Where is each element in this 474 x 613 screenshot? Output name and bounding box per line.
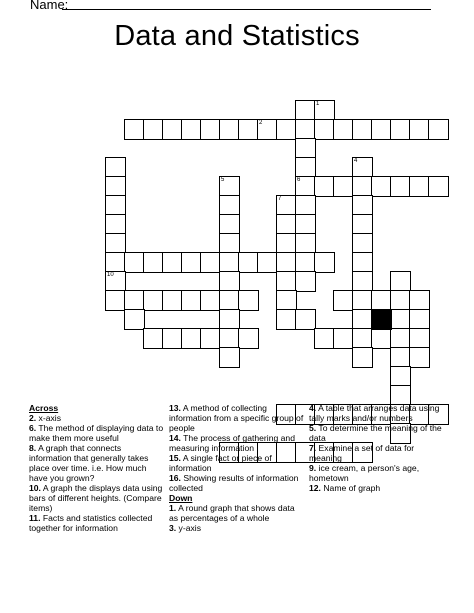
clue-item-text: Name of graph [320,483,381,493]
crossword-cell[interactable] [390,347,411,368]
crossword-cell[interactable] [371,176,392,197]
crossword-cell[interactable] [219,176,240,197]
clue-item-text: A method of collecting information from a specific group of people [169,403,304,433]
crossword-cell[interactable] [314,176,335,197]
crossword-cell[interactable] [352,195,373,216]
crossword-cell[interactable] [219,347,240,368]
crossword-cell[interactable] [371,119,392,140]
crossword-cell[interactable] [428,119,449,140]
clue-item-text: Examine a set of data for meaning [309,443,415,463]
clue-item [29,483,166,513]
crossword-cell[interactable] [409,290,430,311]
crossword-cell[interactable] [105,252,126,273]
crossword-cell[interactable] [105,271,126,292]
clue-item-text: x-axis [36,413,62,423]
crossword-cell[interactable] [105,214,126,235]
clue-item-number: 2. [29,413,37,423]
clue-number: 2 [259,120,263,126]
crossword-cell[interactable] [390,309,411,330]
crossword-cell[interactable] [238,328,259,349]
clue-item-text: ice cream, a person's age, hometown [309,463,420,483]
crossword-cell[interactable] [124,252,145,273]
crossword-cell[interactable] [219,309,240,330]
crossword-cell[interactable] [276,271,297,292]
crossword-cell[interactable] [219,328,240,349]
crossword-cell[interactable] [200,252,221,273]
clue-item [169,433,306,453]
crossword-cell[interactable] [105,176,126,197]
crossword-cell[interactable] [409,328,430,349]
crossword-cell[interactable] [295,252,316,273]
clue-item-number: 10. [29,483,41,493]
crossword-cell[interactable] [352,233,373,254]
crossword-cell[interactable] [276,214,297,235]
crossword-cell[interactable] [181,328,202,349]
crossword-cell[interactable] [219,252,240,273]
crossword-cell[interactable] [162,290,183,311]
crossword-cell[interactable] [371,290,392,311]
crossword-cell[interactable] [238,290,259,311]
clue-item [309,423,449,443]
clue-item-text: Facts and statistics collected together for information [29,513,153,533]
clue-item-number: 9. [309,463,317,473]
crossword-cell[interactable] [105,195,126,216]
crossword-cell[interactable] [143,328,164,349]
crossword-cell[interactable] [124,119,145,140]
clue-number: 10 [107,272,114,278]
crossword-cell[interactable] [409,176,430,197]
clue-item-number: 16. [169,473,181,483]
crossword-cell[interactable] [352,214,373,235]
crossword-cell[interactable] [200,119,221,140]
crossword-cell[interactable] [124,290,145,311]
clue-item-text: The process of gathering and measuring information [169,433,295,453]
crossword-cell[interactable] [200,328,221,349]
crossword-cell[interactable] [352,271,373,292]
clue-item-number: 15. [169,453,181,463]
clue-item [169,523,306,533]
clue-item [169,403,306,433]
crossword-cell[interactable] [352,157,373,178]
crossword-cell[interactable] [295,233,316,254]
crossword-cell[interactable] [276,195,297,216]
crossword-cell[interactable] [219,195,240,216]
crossword-cell[interactable] [143,119,164,140]
clue-number: 5 [221,177,225,183]
crossword-cell[interactable] [333,290,354,311]
clue-item [169,473,306,493]
clue-item [309,443,449,463]
across-heading: Across [29,403,59,413]
clue-item [169,503,306,523]
crossword-cell[interactable] [219,233,240,254]
crossword-cell[interactable] [162,119,183,140]
clue-item-text: y-axis [176,523,202,533]
clue-item-number: 3. [169,523,177,533]
crossword-cell[interactable] [257,119,278,140]
crossword-cell[interactable] [181,252,202,273]
crossword-cell[interactable] [371,328,392,349]
clue-item-number: 11. [29,513,41,523]
crossword-cell[interactable] [409,119,430,140]
clue-item-text: A graph that connects information that generally takes place over time. i.e. How much have you grown? [29,443,149,483]
clue-item-number: 12. [309,483,321,493]
black-cell [371,309,392,330]
clue-item-number: 5. [309,423,317,433]
clues-column-1 [29,403,166,533]
crossword-cell[interactable] [257,252,278,273]
crossword-cell[interactable] [314,119,335,140]
crossword-cell[interactable] [219,119,240,140]
clue-item-number: 6. [29,423,37,433]
crossword-cell[interactable] [390,366,411,387]
crossword-cell[interactable] [352,347,373,368]
crossword-cell[interactable] [295,271,316,292]
crossword-cell[interactable] [390,328,411,349]
clue-item [29,423,166,443]
clue-item-number: 4. [309,403,317,413]
crossword-cell[interactable] [219,271,240,292]
clue-number: 1 [316,101,320,107]
clue-item-text: A single fact or piece of information [169,453,272,473]
crossword-cell[interactable] [276,290,297,311]
clue-item-text: A graph the displays data using bars of different heights. (Compare items) [29,483,163,513]
clue-item-text: The method of displaying data to make them more useful [29,423,164,443]
clue-item-text: To determine the meaning of the data [309,423,442,443]
clue-item [309,403,449,423]
crossword-cell[interactable] [295,119,316,140]
crossword-cell[interactable] [238,252,259,273]
crossword-cell[interactable] [105,290,126,311]
crossword-cell[interactable] [390,176,411,197]
crossword-cell[interactable] [143,252,164,273]
clue-item-number: 14. [169,433,181,443]
clue-item [309,483,449,493]
crossword-cell[interactable] [390,290,411,311]
crossword-cell[interactable] [314,100,335,121]
name-line[interactable] [62,9,431,10]
clue-item-text: Showing results of information collected [169,473,299,493]
crossword-cell[interactable] [295,214,316,235]
crossword-cell[interactable] [181,290,202,311]
clue-item [309,463,449,483]
clue-number: 4 [354,158,358,164]
clue-item-number: 1. [169,503,177,513]
crossword-cell[interactable] [276,309,297,330]
crossword-cell[interactable] [162,328,183,349]
crossword-cell[interactable] [295,157,316,178]
crossword-cell[interactable] [333,328,354,349]
clue-item-number: 8. [29,443,37,453]
crossword-cell[interactable] [390,119,411,140]
crossword-cell[interactable] [390,271,411,292]
crossword-cell[interactable] [200,290,221,311]
crossword-cell[interactable] [333,119,354,140]
crossword-cell[interactable] [352,309,373,330]
crossword-cell[interactable] [276,252,297,273]
clue-item-text: A round graph that shows data as percentages of a whole [169,503,295,523]
clue-item [29,413,166,423]
crossword-cell[interactable] [428,176,449,197]
crossword-cell[interactable] [352,290,373,311]
crossword-cell[interactable] [143,290,164,311]
crossword-cell[interactable] [333,176,354,197]
crossword-cell[interactable] [352,176,373,197]
crossword-cell[interactable] [181,119,202,140]
crossword-cell[interactable] [352,119,373,140]
crossword-cell[interactable] [276,119,297,140]
crossword-cell[interactable] [295,138,316,159]
clue-item [29,513,166,533]
clue-item-text: A table that arranges data using tally marks and/or numbers [309,403,440,423]
crossword-cell[interactable] [352,252,373,273]
crossword-cell[interactable] [295,100,316,121]
crossword-cell[interactable] [314,328,335,349]
crossword-cell[interactable] [105,157,126,178]
clue-item-number: 13. [169,403,181,413]
crossword-cell[interactable] [295,195,316,216]
crossword-cell[interactable] [219,290,240,311]
crossword-cell[interactable] [238,119,259,140]
crossword-cell[interactable] [409,347,430,368]
crossword-cell[interactable] [295,309,316,330]
page-title: Data and Statistics [114,20,360,52]
crossword-cell[interactable] [219,214,240,235]
crossword-cell[interactable] [276,233,297,254]
clue-item-number: 7. [309,443,317,453]
crossword-cell[interactable] [352,328,373,349]
crossword-cell[interactable] [162,252,183,273]
crossword-cell[interactable] [295,176,316,197]
down-heading: Down [169,493,193,503]
clue-item [29,443,166,483]
clues-column-2 [169,403,306,533]
name-label: Name: [30,0,69,12]
crossword-cell[interactable] [105,233,126,254]
clue-number: 6 [297,177,301,183]
crossword-cell[interactable] [409,309,430,330]
clue-number: 7 [278,196,282,202]
crossword-cell[interactable] [124,309,145,330]
crossword-cell[interactable] [314,252,335,273]
clues-column-3 [309,403,449,493]
clue-item [169,453,306,473]
